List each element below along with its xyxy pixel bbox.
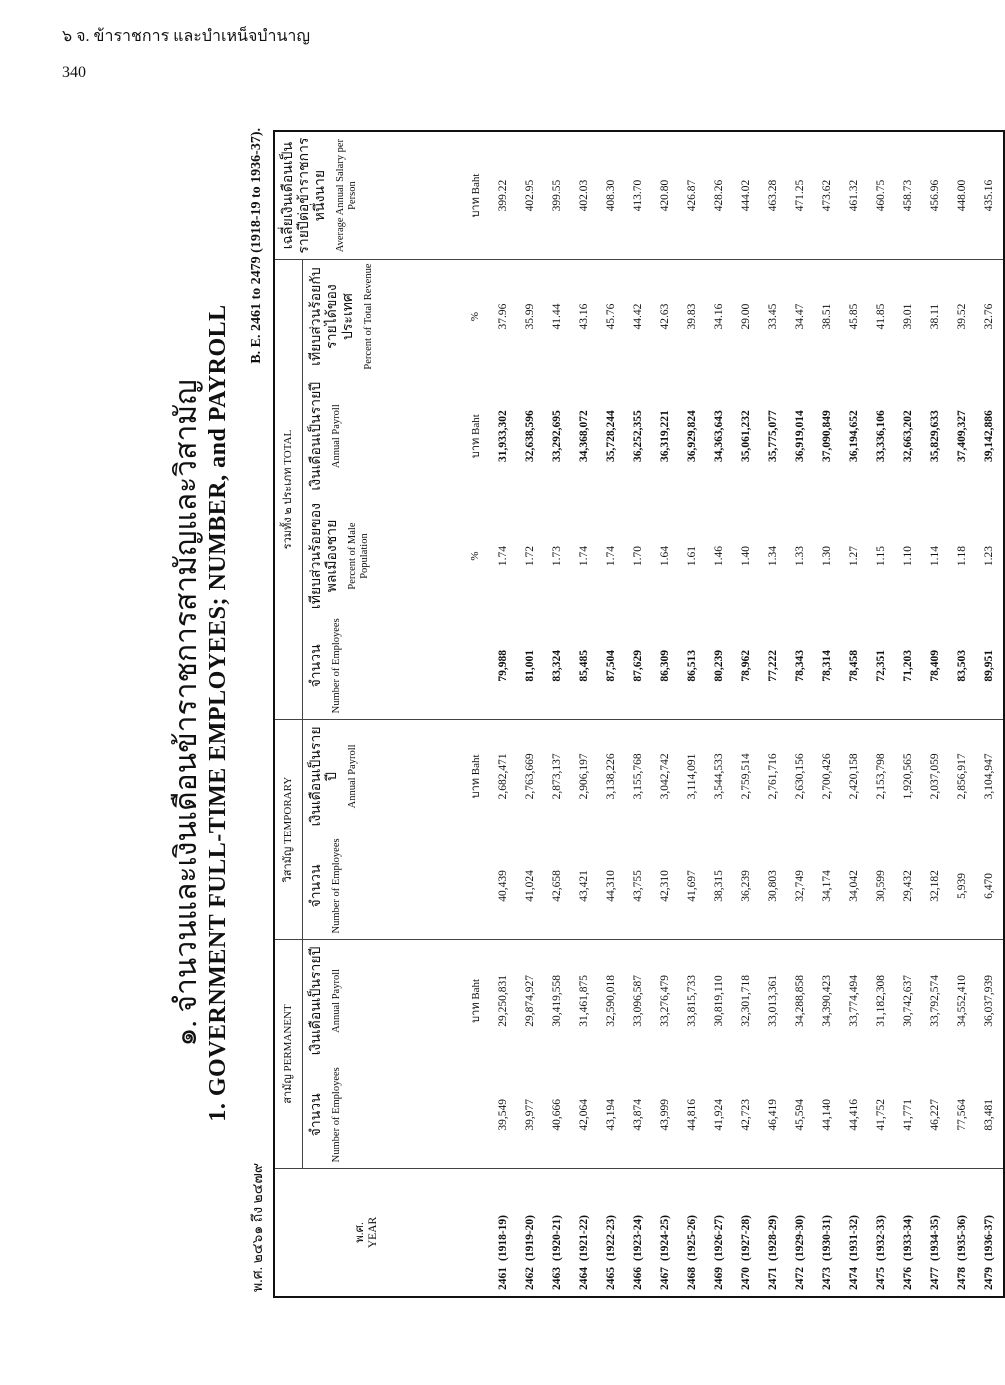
avg-salary-cell: 399.55	[544, 131, 571, 260]
year-ce: (1931-32)	[848, 1215, 860, 1261]
perm-number-cell: 41,924	[706, 1062, 733, 1169]
male-pct-cell: 1.40	[740, 545, 752, 567]
year-be: 2467	[659, 1267, 671, 1290]
perm-payroll-cell: 29,874,927	[524, 975, 536, 1027]
avg-salary-cell: 448.00	[949, 131, 976, 260]
units-row	[460, 131, 490, 1297]
total-payroll-cell: 33,336,106	[875, 410, 887, 463]
perm-number-cell: 42,723	[733, 1062, 760, 1169]
year-be: 2461	[497, 1267, 509, 1290]
year-be: 2472	[794, 1267, 806, 1290]
table-row	[517, 131, 544, 1297]
year-cell	[679, 1168, 706, 1297]
perm-number-cell: 77,564	[949, 1062, 976, 1169]
avg-salary-cell: 461.32	[841, 131, 868, 260]
temp-payroll-cell: 2,906,197	[578, 753, 590, 800]
male-pct-cell: 1.72	[524, 545, 536, 567]
title-thai: ๑. จำนวนและเงินเดือนข้าราชการสามัญและวิสามัญ	[170, 379, 203, 1047]
perm-number-cell: 40,666	[544, 1062, 571, 1169]
perm-number-cell: 44,140	[814, 1062, 841, 1169]
perm-payroll-cell: 33,096,587	[632, 975, 644, 1027]
year-cell	[868, 1168, 895, 1297]
table-row	[571, 131, 598, 1297]
total-number-cell: 86,309	[652, 613, 679, 720]
perm-number-cell: 44,416	[841, 1062, 868, 1169]
revenue-pct-cell: 39.83	[686, 303, 698, 330]
total-number-cell: 85,485	[571, 613, 598, 720]
total-payroll-cell: 36,919,014	[794, 410, 806, 463]
temp-payroll-cell: 3,042,742	[659, 753, 671, 800]
male-pct-cell: 1.74	[578, 545, 590, 567]
male-pct-cell: 1.46	[713, 545, 725, 567]
temp-number-cell: 43,421	[571, 833, 598, 940]
year-ce: (1936-37)	[983, 1215, 995, 1261]
revenue-pct-cell: 34.47	[794, 303, 806, 330]
temp-payroll-header: เงินเดือนเป็นรายปี Annual Payroll	[308, 726, 358, 827]
perm-number-cell: 41,752	[868, 1062, 895, 1169]
year-be: 2474	[848, 1267, 860, 1290]
temp-number-cell: 42,658	[544, 833, 571, 940]
male-pct-cell: 1.14	[929, 545, 941, 567]
perm-number-cell: 46,227	[922, 1062, 949, 1169]
year-ce: (1925-26)	[686, 1215, 698, 1261]
unit-baht: บาท Baht	[469, 754, 482, 799]
perm-payroll-cell: 36,037,939	[983, 975, 995, 1027]
year-cell	[976, 1168, 1004, 1297]
unit-percent: %	[468, 551, 481, 561]
perm-number-cell: 43,194	[598, 1062, 625, 1169]
total-payroll-cell: 32,638,596	[524, 410, 536, 463]
total-number-cell: 78,409	[922, 613, 949, 720]
table-row	[976, 131, 1004, 1297]
temp-payroll-cell: 3,138,226	[605, 753, 617, 800]
total-payroll-cell: 35,728,244	[605, 410, 617, 463]
year-ce: (1930-31)	[821, 1215, 833, 1261]
perm-payroll-cell: 33,276,479	[659, 975, 671, 1027]
avg-salary-cell: 413.70	[625, 131, 652, 260]
revenue-pct-cell: 37.96	[497, 303, 509, 330]
avg-salary-cell: 444.02	[733, 131, 760, 260]
male-pct-cell: 1.27	[848, 545, 860, 567]
revenue-pct-cell: 38.11	[929, 303, 941, 330]
section-label: ๖ จ. ข้าราชการ และบำเหน็จบำนาญ	[62, 28, 311, 45]
table-row	[760, 131, 787, 1297]
perm-payroll-cell: 30,419,558	[551, 975, 563, 1027]
temp-payroll-cell: 3,155,768	[632, 753, 644, 800]
total-payroll-cell: 35,061,232	[740, 410, 752, 463]
avg-salary-cell: 435.16	[976, 131, 1004, 260]
table-row	[787, 131, 814, 1297]
perm-number-cell: 39,977	[517, 1062, 544, 1169]
total-number-cell: 78,314	[814, 613, 841, 720]
year-ce: (1919-20)	[524, 1215, 536, 1261]
total-payroll-cell: 35,775,077	[767, 410, 779, 463]
temp-payroll-cell: 2,759,514	[740, 753, 752, 800]
year-cell	[814, 1168, 841, 1297]
male-pct-cell: 1.33	[794, 545, 806, 567]
temp-number-header: จำนวน Number of Employees	[302, 833, 460, 940]
temp-number-cell: 42,310	[652, 833, 679, 940]
revenue-pct-cell: 35.99	[524, 303, 536, 330]
total-payroll-header: เงินเดือนเป็นรายปี Annual Payroll	[308, 381, 342, 491]
avg-salary-cell: 473.62	[814, 131, 841, 260]
year-cell	[571, 1168, 598, 1297]
revenue-pct-cell: 41.44	[551, 303, 563, 330]
male-pct-cell: 1.74	[497, 545, 509, 567]
employees-table	[273, 130, 1005, 1298]
year-be: 2478	[956, 1267, 968, 1290]
revenue-pct-cell: 38.51	[821, 303, 833, 330]
perm-payroll-cell: 29,250,831	[497, 975, 509, 1027]
year-be: 2464	[578, 1267, 590, 1290]
year-header: พ.ศ. YEAR	[354, 1216, 380, 1249]
perm-payroll-cell: 32,301,718	[740, 975, 752, 1027]
temp-payroll-cell: 1,920,565	[902, 753, 914, 800]
year-cell	[544, 1168, 571, 1297]
total-number-cell: 83,503	[949, 613, 976, 720]
total-payroll-cell: 34,368,072	[578, 410, 590, 463]
perm-payroll-cell: 34,552,410	[956, 975, 968, 1027]
male-pct-cell: 1.23	[983, 545, 995, 567]
table-row	[625, 131, 652, 1297]
year-be: 2469	[713, 1267, 725, 1290]
title-english: 1. GOVERNMENT FULL-TIME EMPLOYEES; NUMBER, and PAYROLL	[205, 304, 231, 1122]
male-pct-cell: 1.18	[956, 545, 968, 567]
total-number-cell: 81,001	[517, 613, 544, 720]
temp-number-cell: 41,024	[517, 833, 544, 940]
year-be: 2468	[686, 1267, 698, 1290]
male-pct-cell: 1.34	[767, 545, 779, 567]
revenue-pct-cell: 39.52	[956, 303, 968, 330]
year-ce: (1934-35)	[929, 1215, 941, 1261]
year-ce: (1935-36)	[956, 1215, 968, 1261]
temp-payroll-cell: 2,763,669	[524, 753, 536, 800]
revenue-pct-cell: 29.00	[740, 303, 752, 330]
avg-salary-cell: 428.26	[706, 131, 733, 260]
temp-payroll-cell: 2,630,156	[794, 753, 806, 800]
avg-salary-cell: 402.95	[517, 131, 544, 260]
year-ce: (1918-19)	[497, 1215, 509, 1261]
total-number-cell: 87,504	[598, 613, 625, 720]
year-be: 2479	[983, 1267, 995, 1290]
total-payroll-cell: 31,933,302	[497, 410, 509, 463]
revenue-pct-cell: 41.85	[875, 303, 887, 330]
perm-number-cell: 46,419	[760, 1062, 787, 1169]
unit-percent: %	[468, 311, 481, 322]
temp-payroll-cell: 2,856,917	[956, 753, 968, 800]
year-be: 2473	[821, 1267, 833, 1290]
table-row	[490, 131, 517, 1297]
total-number-cell: 87,629	[625, 613, 652, 720]
total-payroll-cell: 36,194,652	[848, 410, 860, 463]
year-cell	[706, 1168, 733, 1297]
temp-number-cell: 30,599	[868, 833, 895, 940]
year-cell	[598, 1168, 625, 1297]
year-ce: (1927-28)	[740, 1215, 752, 1261]
total-number-cell: 79,988	[490, 613, 517, 720]
perm-number-cell: 44,816	[679, 1062, 706, 1169]
perm-payroll-cell: 31,461,875	[578, 975, 590, 1027]
temp-number-cell: 44,310	[598, 833, 625, 940]
temp-payroll-cell: 2,153,798	[875, 753, 887, 800]
year-cell	[895, 1168, 922, 1297]
male-pct-header: เทียบส่วนร้อยของพลเมืองชาย Percent of Male Population	[308, 503, 370, 610]
temp-number-cell: 38,315	[706, 833, 733, 940]
total-number-cell: 83,324	[544, 613, 571, 720]
page-number: 340	[62, 64, 86, 81]
year-ce: (1932-33)	[875, 1215, 887, 1261]
avg-salary-cell: 420.80	[652, 131, 679, 260]
avg-salary-cell: 458.73	[895, 131, 922, 260]
total-number-header: จำนวน Number of Employees	[302, 613, 460, 720]
male-pct-cell: 1.64	[659, 545, 671, 567]
rotated-table-page	[170, 128, 995, 1298]
total-number-cell: 89,951	[976, 613, 1004, 720]
avg-salary-header: เฉลี่ยเงินเดือนเป็นรายปีต่อข้าราชการหนึ่งนาย Average Annual Salary per Person	[274, 131, 460, 260]
perm-payroll-cell: 33,815,733	[686, 975, 698, 1027]
total-payroll-cell: 36,929,824	[686, 410, 698, 463]
year-ce: (1926-27)	[713, 1215, 725, 1261]
year-cell	[652, 1168, 679, 1297]
year-cell	[949, 1168, 976, 1297]
table-row	[733, 131, 760, 1297]
revenue-pct-cell: 32.76	[983, 303, 995, 330]
permanent-group-header: สามัญ PERMANENT	[274, 940, 302, 1169]
total-payroll-cell: 34,363,643	[713, 410, 725, 463]
table-row	[868, 131, 895, 1297]
perm-payroll-cell: 30,819,110	[713, 975, 725, 1027]
temp-payroll-cell: 2,420,158	[848, 753, 860, 800]
temp-number-cell: 34,174	[814, 833, 841, 940]
total-payroll-cell: 36,252,355	[632, 410, 644, 463]
revenue-pct-cell: 33.45	[767, 303, 779, 330]
avg-salary-cell: 399.22	[490, 131, 517, 260]
avg-salary-cell: 460.75	[868, 131, 895, 260]
table-row	[841, 131, 868, 1297]
year-cell	[841, 1168, 868, 1297]
revenue-pct-cell: 44.42	[632, 303, 644, 330]
total-payroll-cell: 37,409,327	[956, 410, 968, 463]
temp-payroll-cell: 2,761,716	[767, 753, 779, 800]
temp-number-cell: 43,755	[625, 833, 652, 940]
table-row	[895, 131, 922, 1297]
range-english: B. E. 2461 to 2479 (1918-19 to 1936-37).	[249, 128, 264, 364]
year-cell	[490, 1168, 517, 1297]
revenue-pct-cell: 34.16	[713, 303, 725, 330]
revenue-pct-cell: 39.01	[902, 303, 914, 330]
year-cell	[625, 1168, 652, 1297]
table-row	[706, 131, 733, 1297]
temp-number-cell: 30,803	[760, 833, 787, 940]
perm-payroll-cell: 32,590,018	[605, 975, 617, 1027]
total-group-header: รวมทั้ง ๒ ประเภท TOTAL	[274, 260, 302, 720]
perm-payroll-header: เงินเดือนเป็นรายปี Annual Payroll	[308, 946, 342, 1056]
temp-payroll-cell: 2,682,471	[497, 753, 509, 800]
male-pct-cell: 1.30	[821, 545, 833, 567]
temp-payroll-cell: 3,114,091	[686, 753, 698, 800]
temp-number-cell: 40,439	[490, 833, 517, 940]
male-pct-cell: 1.10	[902, 545, 914, 567]
total-number-cell: 78,343	[787, 613, 814, 720]
total-payroll-cell: 33,292,695	[551, 410, 563, 463]
perm-number-cell: 42,064	[571, 1062, 598, 1169]
perm-payroll-cell: 34,288,858	[794, 975, 806, 1027]
year-be: 2477	[929, 1267, 941, 1290]
perm-payroll-cell: 31,182,308	[875, 975, 887, 1027]
total-number-cell: 78,962	[733, 613, 760, 720]
perm-number-cell: 43,999	[652, 1062, 679, 1169]
table-row	[598, 131, 625, 1297]
temp-number-cell: 32,749	[787, 833, 814, 940]
perm-number-cell: 83,481	[976, 1062, 1004, 1169]
total-number-cell: 77,222	[760, 613, 787, 720]
table-row	[814, 131, 841, 1297]
temp-number-cell: 32,182	[922, 833, 949, 940]
perm-number-cell: 45,594	[787, 1062, 814, 1169]
total-payroll-cell: 35,829,633	[929, 410, 941, 463]
temp-number-cell: 6,470	[976, 833, 1004, 940]
year-be: 2471	[767, 1267, 779, 1290]
total-payroll-cell: 36,319,221	[659, 410, 671, 463]
perm-number-cell: 39,549	[490, 1062, 517, 1169]
year-ce: (1928-29)	[767, 1215, 779, 1261]
temp-number-cell: 5,939	[949, 833, 976, 940]
temporary-group-header: วิสามัญ TEMPORARY	[274, 719, 302, 939]
year-be: 2466	[632, 1267, 644, 1290]
year-ce: (1921-22)	[578, 1215, 590, 1261]
revenue-pct-cell: 45.76	[605, 303, 617, 330]
year-be: 2462	[524, 1267, 536, 1290]
temp-number-cell: 36,239	[733, 833, 760, 940]
year-ce: (1933-34)	[902, 1215, 914, 1261]
revenue-pct-cell: 43.16	[578, 303, 590, 330]
year-cell	[922, 1168, 949, 1297]
avg-salary-cell: 426.87	[679, 131, 706, 260]
avg-salary-cell: 471.25	[787, 131, 814, 260]
perm-payroll-cell: 33,774,494	[848, 975, 860, 1027]
year-be: 2475	[875, 1267, 887, 1290]
revenue-pct-header: เทียบส่วนร้อยกับรายได้ของประเทศ Percent of Total Revenue	[308, 263, 374, 370]
table-row	[544, 131, 571, 1297]
perm-number-cell: 41,771	[895, 1062, 922, 1169]
total-number-cell: 72,351	[868, 613, 895, 720]
male-pct-cell: 1.15	[875, 545, 887, 567]
unit-baht: บาท Baht	[460, 131, 490, 260]
total-number-cell: 80,239	[706, 613, 733, 720]
revenue-pct-cell: 45.85	[848, 303, 860, 330]
perm-number-header: จำนวน Number of Employees	[302, 1062, 460, 1169]
table-row	[679, 131, 706, 1297]
temp-payroll-cell: 2,037,059	[929, 753, 941, 800]
avg-salary-cell: 456.96	[922, 131, 949, 260]
year-be: 2465	[605, 1267, 617, 1290]
temp-number-cell: 34,042	[841, 833, 868, 940]
perm-number-cell: 43,874	[625, 1062, 652, 1169]
temp-payroll-cell: 3,544,533	[713, 753, 725, 800]
table-row	[949, 131, 976, 1297]
perm-payroll-cell: 33,013,361	[767, 975, 779, 1027]
year-cell	[733, 1168, 760, 1297]
year-be: 2476	[902, 1267, 914, 1290]
temp-number-cell: 29,432	[895, 833, 922, 940]
year-ce: (1929-30)	[794, 1215, 806, 1261]
year-ce: (1924-25)	[659, 1215, 671, 1261]
year-cell	[760, 1168, 787, 1297]
temp-payroll-cell: 2,700,426	[821, 753, 833, 800]
perm-payroll-cell: 30,742,637	[902, 975, 914, 1027]
total-payroll-cell: 39,142,886	[983, 410, 995, 463]
year-ce: (1922-23)	[605, 1215, 617, 1261]
male-pct-cell: 1.73	[551, 545, 563, 567]
year-cell	[517, 1168, 544, 1297]
year-ce: (1920-21)	[551, 1215, 563, 1261]
avg-salary-cell: 408.30	[598, 131, 625, 260]
perm-payroll-cell: 33,792,574	[929, 975, 941, 1027]
unit-baht: บาท Baht	[469, 978, 482, 1023]
perm-payroll-cell: 34,390,423	[821, 975, 833, 1027]
total-number-cell: 71,203	[895, 613, 922, 720]
year-ce: (1923-24)	[632, 1215, 644, 1261]
male-pct-cell: 1.61	[686, 545, 698, 567]
table-row	[922, 131, 949, 1297]
revenue-pct-cell: 42.63	[659, 303, 671, 330]
year-cell	[787, 1168, 814, 1297]
avg-salary-cell: 463.28	[760, 131, 787, 260]
unit-baht: บาท Baht	[469, 414, 482, 459]
temp-payroll-cell: 3,104,947	[983, 753, 995, 800]
avg-salary-cell: 402.03	[571, 131, 598, 260]
range-thai: พ.ศ. ๒๔๖๑ ถึง ๒๔๗๙	[251, 1162, 266, 1292]
total-number-cell: 86,513	[679, 613, 706, 720]
temp-payroll-cell: 2,873,137	[551, 753, 563, 800]
total-payroll-cell: 37,090,849	[821, 410, 833, 463]
table-row	[652, 131, 679, 1297]
temp-number-cell: 41,697	[679, 833, 706, 940]
total-number-cell: 78,458	[841, 613, 868, 720]
year-be: 2470	[740, 1267, 752, 1290]
male-pct-cell: 1.74	[605, 545, 617, 567]
year-be: 2463	[551, 1267, 563, 1290]
total-payroll-cell: 32,663,202	[902, 410, 914, 463]
male-pct-cell: 1.70	[632, 545, 644, 567]
